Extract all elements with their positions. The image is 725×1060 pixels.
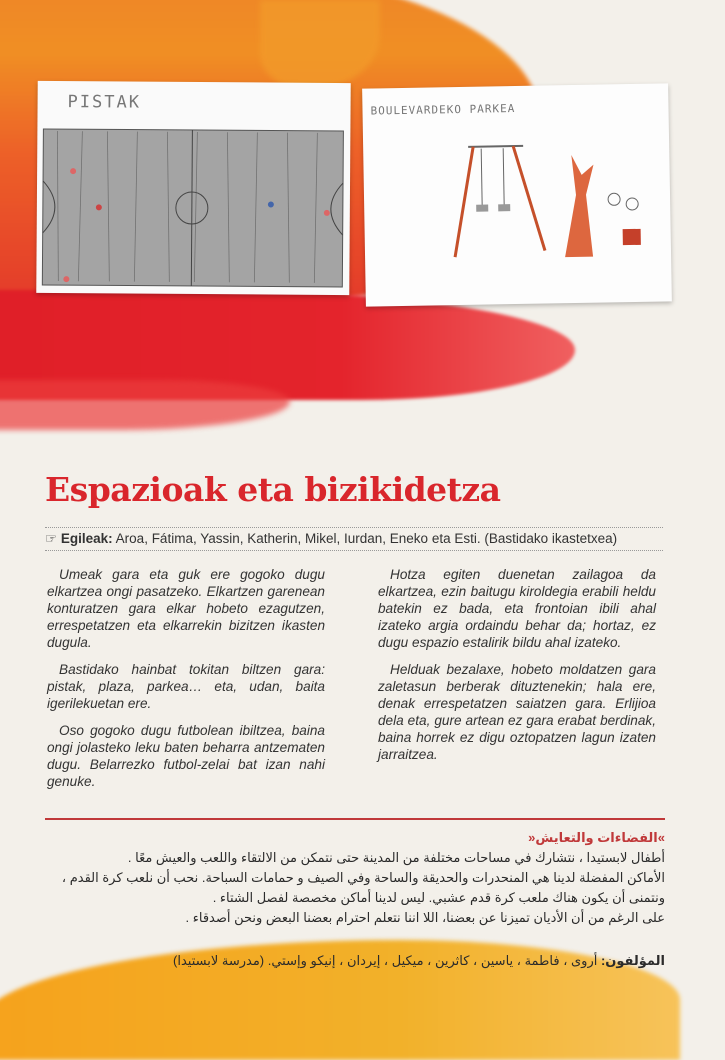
arabic-authors-line — [45, 953, 665, 969]
article-column-right — [378, 566, 656, 773]
red-paint-drip — [0, 380, 290, 430]
paragraph: Bastidako hainbat tokitan biltzen gara: pistak, plaza, parkea… eta, udan, baita igerilekuetan ere. — [47, 662, 325, 711]
authors-text: Aroa, Fátima, Yassin, Katherin, Mikel, Iurdan, Eneko eta Esti. (Bastidako ikastetxea) — [115, 531, 618, 546]
arabic-line: الأماكن المفضلة لدينا هي المنحدرات والحديقة والساحة وفي الصيف و حمامات السباحة. نحب أن نلعب كرة القدم ، ونتمنى أن يكون هناك ملعب كرة قدم عشبي. ليس لدينا أماكن مخصصة لفصل الشتاء . — [61, 870, 665, 905]
paragraph: Hotza egiten duenetan zailagoa da elkartzea, ezin baitugu kiroldegia erabili heldu batekin ez bada, eta frontoian ibili ahal izateko argia ordaindu behar da; hortaz, ez dugu espazio estalirik bildu ahal izateko. — [378, 567, 656, 650]
section-divider — [45, 818, 665, 820]
arabic-line: أطفال لابستيدا ، نتشارك في مساحات مختلفة من المدينة حتى نتمكن من الالتقاء واللعب والعيش معًا . — [127, 850, 665, 865]
authors-label: Egileak: — [60, 531, 113, 546]
authors-line — [45, 527, 663, 551]
arabic-line: على الرغم من أن الأديان تميزنا عن بعضنا، اللا اننا نتعلم احترام بعضنا البعض ونحن أصدقاء . — [185, 910, 665, 925]
arabic-authors-text: أروى ، فاطمة ، ياسين ، كاثرين ، ميكيل ، إيردان ، إنيكو وإستي. (مدرسة لابستيدا) — [173, 953, 598, 968]
pointing-hand-icon: ☞ — [45, 531, 58, 546]
article-column-left — [47, 566, 325, 800]
arabic-summary — [45, 828, 665, 928]
article-title: Espazioak eta bizikidetza — [45, 470, 501, 509]
paragraph: Oso gogoko dugu futbolean ibiltzea, baina ongi jolasteko leku baten beharra antzematen dugu. Belarrezko futbol-zelai bat izan nahi genuke. — [47, 723, 325, 789]
courts-drawing-caption: PISTAK — [67, 92, 142, 113]
paragraph: Umeak gara eta guk ere gogoko dugu elkartzea ongi pasatzeko. Elkartzen garenean konturatzen gara elkar hobeto ezagutzen, errespetatzen eta elkarrekin bizitzen ikasten dugula. — [47, 567, 325, 650]
courts-drawing — [36, 81, 350, 295]
paragraph: Helduak bezalaxe, hobeto moldatzen gara zaletasun berberak dituztenekin; hala ere, denak errespetatzen saiatzen gara. Erlijioa dela eta, gure artean ez gara erabat berdinak, baina horrek ez digu oztopatzen lagun izaten jarraitzea. — [378, 662, 656, 762]
park-drawing — [362, 83, 672, 306]
arabic-title: »الفضاءات والتعايش« — [528, 830, 665, 845]
arabic-authors-label: المؤلفون: — [600, 953, 665, 968]
park-drawing-caption: BOULEVARDEKO PARKEA — [370, 102, 516, 118]
